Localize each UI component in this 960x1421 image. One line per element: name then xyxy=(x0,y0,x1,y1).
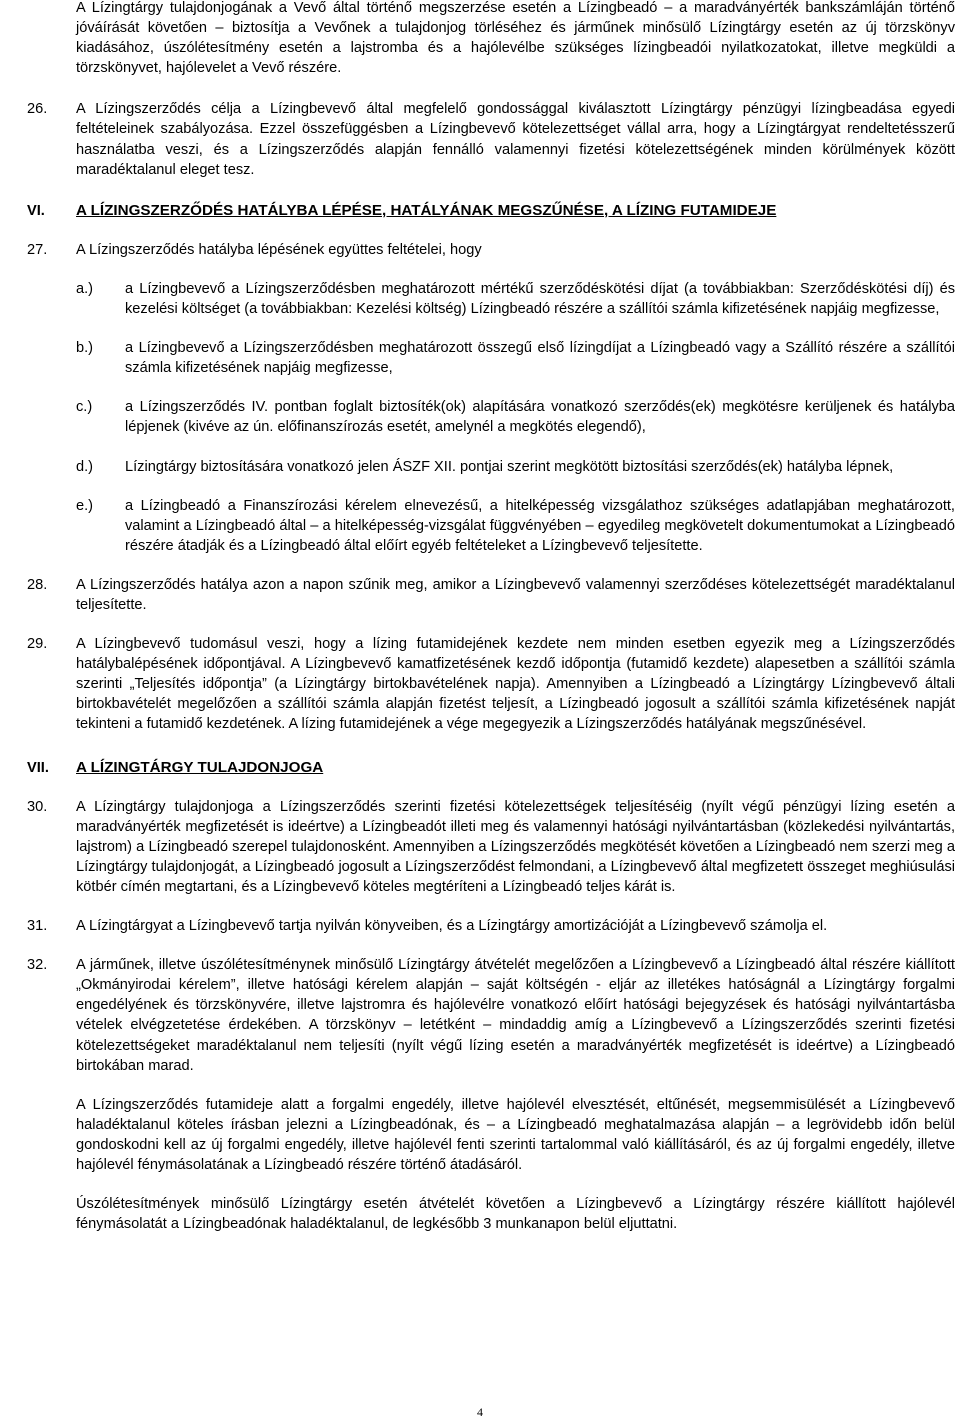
paragraph-text: A Lízingszerződés célja a Lízingbevevő által megfelelő gondossággal kiválasztott Lízingtárgy pénzügyi lízingbeadása egyedi feltételeinek szabályozása. Ezzel összefüggésben a Lízingbevevő kötelezettséget vállal arra, hogy a Lízingtárgyat rendeltetésszerű használatba veszi, és a Lízingszerződés alapján fennálló valamennyi fizetési kötelezettségének minden körülmények között maradéktalanul eleget tesz. xyxy=(76,101,955,178)
list-item-text: a Lízingbeadó a Finanszírozási kérelem elnevezésű, a hitelképesség vizsgálathoz szükséges adatlapjában meghatározott, valamint a Lízingbeadó által – a hitelképesség-vizsgálat függvényében – egyedileg megkövetelt dokumentumokat a Lízingbeadó részére átadják és a Lízingbeadó által előírt egyéb feltételeket a Lízingbevevő teljesítette. xyxy=(125,497,955,554)
list-item xyxy=(0,397,960,437)
paragraph-text: A Lízingbevevő tudomásul veszi, hogy a lízing futamidejének kezdete nem minden esetben egyezik meg a Lízingszerződés hatálybalépésének időpontjával. A Lízingbevevő kamatfizetésének kezdő időpontja (futamidő kezdete) alapesetben a szállítói számla szerinti „Teljesítés időpontja” (a Lízingtárgy birtokbavételének napja). Amennyiben a Lízingbeadó a Lízingtárgy Lízingbevevő általi birtokbavételét megelőzően a szállítói számla alapján fizetést teljesít, a Lízingbeadó jogosult a szállítói számla kifizetésének napját tekinteni a futamidő kezdetének. A lízing futamidejének a vége megegyezik a Lízingszerződés hatályának megszűnésével. xyxy=(76,636,955,733)
section-title: A LÍZINGSZERZŐDÉS HATÁLYBA LÉPÉSE, HATÁLYÁNAK MEGSZŰNÉSE, A LÍZING FUTAMIDEJE xyxy=(76,201,777,219)
list-item-label: b.) xyxy=(76,340,94,357)
list-item-text: a Lízingbevevő a Lízingszerződésben meghatározott mértékű szerződéskötési díjat (a továbbiakban: Szerződéskötési díj) és kezelési költséget (a továbbiakban: Kezelési költség) Lízingbeadó részére a szállítói számla kifizetésének napjáig megfizesse, xyxy=(125,280,955,318)
list-item xyxy=(0,338,960,378)
intro-paragraph xyxy=(0,0,960,78)
list-item-text: a Lízingbevevő a Lízingszerződésben meghatározott összegű első lízingdíjat a Lízingbeadó vagy a Szállító részére a szállítói számla kifizetésének napjáig megfizesse, xyxy=(125,340,955,377)
paragraph-text: A Lízingszerződés hatálya azon a napon szűnik meg, amikor a Lízingbevevő valamennyi szerződéses kötelezettségét maradéktalanul teljesítette. xyxy=(76,576,955,613)
section-heading-vi xyxy=(0,201,960,221)
list-item xyxy=(0,496,960,556)
section-number: VII. xyxy=(27,759,49,776)
paragraph-number: 29. xyxy=(27,636,48,653)
paragraph-29 xyxy=(0,634,960,734)
paragraph-number: 30. xyxy=(27,798,48,815)
list-item xyxy=(0,457,960,477)
paragraph-number: 26. xyxy=(27,101,48,118)
paragraph-26 xyxy=(0,99,960,179)
section-title: A LÍZINGTÁRGY TULAJDONJOGA xyxy=(76,758,324,776)
list-item-label: a.) xyxy=(76,280,94,297)
intro-text: A Lízingtárgy tulajdonjogának a Vevő által történő megszerzése esetén a Lízingbeadó – a maradványérték bankszámláján történő jóváírását követően – biztosítja a Vevőnek a tulajdonjog törléséhez és járműnek minősülő Lízingtárgy esetén az új törzskönyv kiadásához, úszólétesítmény esetén a lajstromba és a hajólevélbe szükséges lízingbeadói nyilatkozatokat, illetve megküldi a törzskönyvet, hajólevelet a Vevő részére. xyxy=(76,0,955,77)
paragraph-32-continued: Úszólétesítmények minősülő Lízingtárgy esetén átvételét követően a Lízingbevevő a Lízingtárgy részére kiállított hajólevél fénymásolatát a Lízingbeadónak haladéktalanul, de legkésőbb 3 munkanapon belül eljuttatni. xyxy=(76,1196,955,1233)
paragraph-text: A Lízingtárgyat a Lízingbevevő tartja nyilván könyveiben, és a Lízingtárgy amortizációját a Lízingbevevő számolja el. xyxy=(76,918,828,935)
paragraph-32 xyxy=(0,955,960,1076)
section-number: VI. xyxy=(27,202,45,219)
paragraph-28 xyxy=(0,575,960,615)
paragraph-number: 27. xyxy=(27,241,48,258)
page-number: 4 xyxy=(477,1405,483,1419)
paragraph-number: 32. xyxy=(27,957,48,974)
paragraph-number: 31. xyxy=(27,918,48,935)
paragraph-number: 28. xyxy=(27,576,48,593)
paragraph-text: A Lízingszerződés hatályba lépésének együttes feltételei, hogy xyxy=(76,241,482,258)
section-heading-vii xyxy=(0,758,960,778)
list-item-text: Lízingtárgy biztosítására vonatkozó jelen ÁSZF XII. pontjai szerint megkötött biztosítási szerződés(ek) hatályba lépnek, xyxy=(125,458,894,475)
list-item-text: a Lízingszerződés IV. pontban foglalt biztosíték(ok) alapítására vonatkozó szerződés(ek) megkötésre kerüljenek és hatályba lépjenek (kivéve az ún. előfinanszírozás esetét, amelynél a megkötés elegendő), xyxy=(125,399,955,436)
list-item-label: e.) xyxy=(76,497,94,514)
paragraph-text: A Lízingtárgy tulajdonjoga a Lízingszerződés szerinti fizetési kötelezettségek teljesítéséig (nyílt végű pénzügyi lízing esetén a maradványérték megfizetését is ideértve) a Lízingbeadót illeti meg és valamennyi hatósági nyilvántartásban (közlekedési nyilvántartás, lajstrom) a Lízingbeadó szerepel tulajdonosként. Amennyiben a Lízingszerződés megkötését követően a Lízingbeadó nem szerzi meg a Lízingtárgy tulajdonjogát, a Lízingbeadó jogosult a Lízingszerződést felmondani, a Lízingbevevő által megfizetett összeget meghiúsulási kötbér címén megtartani, és a Lízingbevevő köteles megtéríteni a Lízingbeadó teljes kárát is. xyxy=(76,798,955,895)
list-item-label: d.) xyxy=(76,458,94,475)
list-item xyxy=(0,279,960,319)
paragraph-30 xyxy=(0,797,960,897)
paragraph-32-continued: A Lízingszerződés futamideje alatt a forgalmi engedély, illetve hajólevél elvesztését, eltűnését, megsemmisülését a Lízingbevevő haladéktalanul köteles írásban jelezni a Lízingbeadónak, és – a Lízingbeadó meghatalmazása alapján – a legrövidebb időn belül gondoskodni kell az új forgalmi engedély, illetve hajólevél fenti szerinti tartalommal való kiállításáról, és az új forgalmi engedély, illetve hajólevél fénymásolatának a Lízingbeadó részére történő átadásáról. xyxy=(76,1096,955,1174)
list-item-label: c.) xyxy=(76,399,93,416)
paragraph-31 xyxy=(0,916,960,936)
paragraph-27 xyxy=(0,240,960,260)
paragraph-text: A járműnek, illetve úszólétesítménynek minősülő Lízingtárgy átvételét megelőzően a Lízingbevevő a Lízingbeadó által részére kiállított „Okmányirodai kérelem”, illetve hatósági kérelem alapján – saját költségén - eljár az illetékes hatóságnál a Lízingtárgy forgalmi engedélyének és törzskönyvére, illetve lajstromra és hajólevélre vonatkozó előírt hatósági bejegyzések és hatósági nyilvántartásba vételek elvégzetetése érdekében. A törzskönyv – letétként – mindaddig amíg a Lízingbevevő a Lízingszerződés szerinti fizetési kötelezettségeket maradéktalanul nem teljesíti (nyílt végű lízing esetén a maradványérték megfizetését is ideértve) a Lízingbeadó birtokában marad. xyxy=(76,957,955,1074)
